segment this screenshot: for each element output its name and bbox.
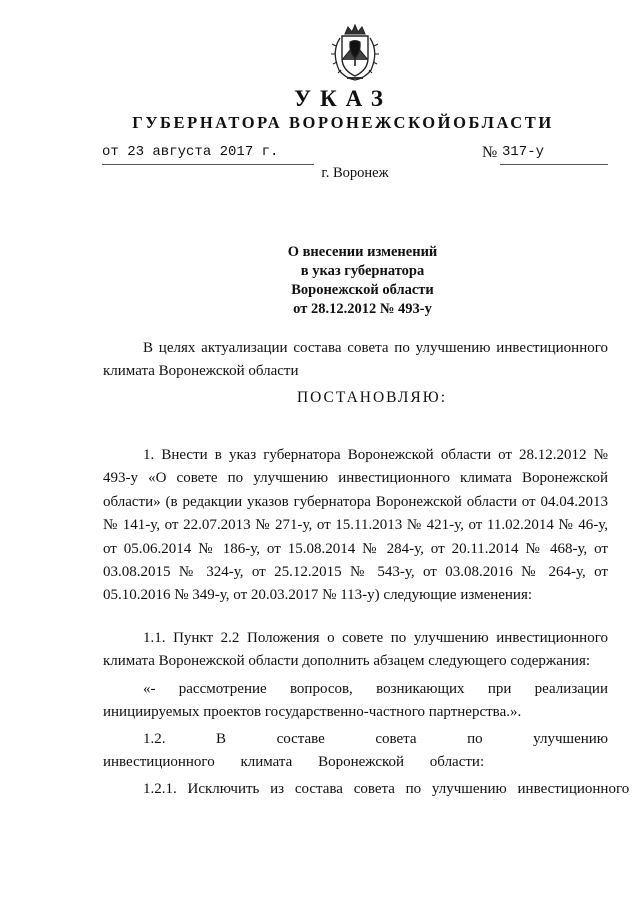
preamble-paragraph: В целях актуализации состава совета по улучшению инвестиционного климата Воронежской области (103, 340, 608, 380)
decree-number-value: 317-у (502, 144, 545, 160)
item-1-1-quote-paragraph: «- рассмотрение вопросов, возникающих при реализации инициируемых проектов государственно-частного партнерства.». (103, 681, 608, 721)
city-name: г. Воронеж (321, 165, 389, 181)
subject-line: Воронежской области (291, 282, 434, 298)
item-1-2-block (103, 728, 608, 775)
document-title: УКАЗ (294, 86, 392, 111)
subject-line: в указ губернатора (300, 263, 425, 279)
decree-subject (0, 243, 640, 319)
decree-number (482, 144, 607, 162)
item-1-block (103, 444, 608, 608)
preamble-block (103, 337, 608, 384)
subject-line: О внесении изменений (287, 244, 438, 260)
decree-date (102, 144, 314, 160)
item-1-1-block (103, 627, 608, 674)
item-1-2-paragraph: 1.2. В составе совета по улучшению инвестиционного климата Воронежской области: (103, 731, 608, 771)
document-issuer: ГУБЕРНАТОРА ВОРОНЕЖСКОЙОБЛАСТИ (132, 113, 554, 132)
decree-word: ПОСТАНОВЛЯЮ: (296, 389, 448, 406)
item-1-2-1-paragraph: 1.2.1. Исключить из состава совета по улучшению инвестиционного (143, 781, 630, 797)
item-1-2-1-block (103, 778, 630, 801)
subject-line: от 28.12.2012 № 493-у (293, 301, 432, 317)
number-sign: № (482, 144, 498, 161)
voronezh-coat-of-arms-icon (325, 22, 385, 84)
item-1-1-paragraph: 1.1. Пункт 2.2 Положения о совете по улучшению инвестиционного климата Воронежской области дополнить абзацем следующего содержания: (103, 630, 608, 670)
decree-date-text: от 23 августа 2017 г. (102, 144, 279, 160)
item-1-1-quote-block (103, 678, 608, 725)
item-1-paragraph: 1. Внести в указ губернатора Воронежской области от 28.12.2012 № 493-у «О совете по улучшению инвестиционного климата Воронежской области» (в редакции указов губернатора Воронежской области от 04.04.2013 № 141-у, от 22.07.2013 № 271-у, от 15.11.2013 № 421-у, от 11.02.2014 № 46-у, от 05.06.2014 № 186-у, от 15.08.2014 № 284-у, от 20.11.2014 № 468-у, от 03.08.2015 № 324-у, от 25.12.2015 № 543-у, от 03.08.2016 № 264-у, от 05.10.2016 № 349-у, от 20.03.2017 № 113-у) следующие изменения: (103, 447, 608, 604)
